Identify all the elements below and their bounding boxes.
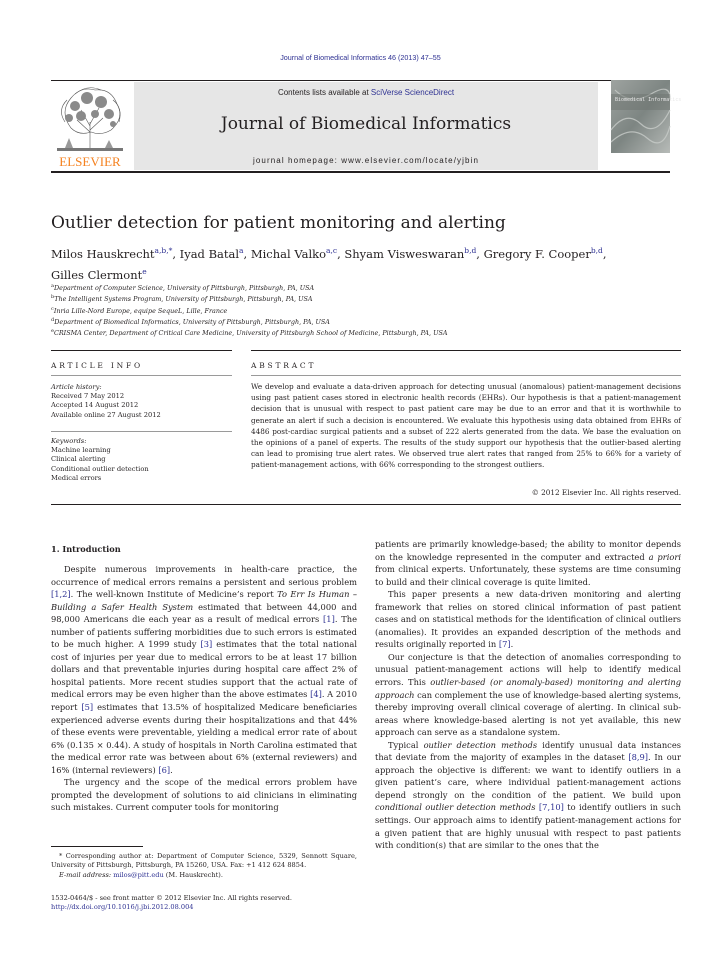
author-affil-mark[interactable]: b,d (590, 246, 603, 255)
paragraph: Typical outlier detection methods identify unusual data instances that deviate from the majority of examples in the dataset [8,9]. In our approach the objective is different: we want to identify outliers in a given patient’s care, where individual patient-management actions depend strongly on the condition of the patient. We build upon conditional outlier detection methods [7,10] to identify outliers in such settings. Our approach aims to identify patient-management actions for a given patient that are highly unusual with respect to past patients with condition(s) that are similar to the ones that the (375, 739, 682, 851)
author: Michal Valko (250, 246, 327, 261)
affiliation-item: $^b$The Intelligent Systems Program, University of Pittsburgh, Pittsburgh, PA, USA (51, 294, 313, 304)
affiliation-item: $^d$Department of Biomedical Informatics, University of Pittsburgh, Pittsburgh, PA, USA (51, 316, 330, 327)
cover-image (611, 80, 682, 153)
author-affil-mark[interactable]: a (239, 246, 244, 255)
journal-cover-thumbnail[interactable] (611, 80, 682, 153)
author: Gilles Clermont (51, 267, 143, 282)
masthead-top-rule (51, 80, 670, 81)
body-left-column (51, 563, 357, 814)
corresponding-author-footnote: * Corresponding author at: Department of Computer Science, 5329, Sennott Square, University of Pittsburgh, Pittsburgh, PA 15260, USA. Fax: +1 412 624 8854. E-mail address: milos@pitt.edu (M. Hauskrecht). (51, 852, 357, 879)
paragraph: Our conjecture is that the detection of anomalies corresponding to unusual patient-management actions will help to identify medical errors. This outlier-based (or anomaly-based) monitoring and alerting approach can complement the use of knowledge-based alerting systems, thereby improving overall clinical coverage of alerting. In clinical sub-areas where knowledge-based alerting is not yet available, this new approach can serve as a standalone system. (375, 651, 682, 738)
citation-link[interactable]: [1] (323, 614, 335, 625)
abstract-sub-rule (251, 375, 681, 376)
keyword-item: Machine learning (51, 446, 111, 455)
citation-link[interactable]: [7] (498, 639, 511, 650)
affiliation-item: $^c$Inria Lille-Nord Europe, equipe SequeL, Lille, France (51, 305, 228, 315)
article-info-top-rule (51, 350, 232, 351)
body-right-column (375, 538, 681, 852)
publisher-name: ELSEVIER (59, 154, 121, 169)
abstract-top-rule (251, 350, 681, 351)
history-item: Available online 27 August 2012 (51, 410, 161, 419)
affiliation-item: $^e$CRISMA Center, Department of Critical Care Medicine, University of Pittsburgh School of Medicine, Pittsburgh, PA, USA (51, 328, 448, 338)
citation-link[interactable]: [4] (310, 689, 322, 700)
keyword-item: Clinical alerting (51, 455, 106, 464)
author: Gregory F. Cooper (483, 246, 591, 261)
journal-homepage[interactable]: journal homepage: www.elsevier.com/locate/yjbin (252, 156, 479, 165)
email-label: E-mail address: (59, 870, 114, 879)
history-item: Accepted 14 August 2012 (51, 401, 139, 410)
masthead-bottom-rule (51, 171, 670, 173)
article-info-sub-rule (51, 375, 232, 376)
article-history (51, 383, 232, 420)
citation-link[interactable]: [1,2] (51, 589, 71, 600)
abstract-heading: ABSTRACT (251, 361, 317, 370)
citation-link[interactable]: [7,10] (538, 802, 564, 813)
keywords-label: Keywords: (51, 437, 87, 445)
history-label: Article history: (51, 383, 102, 391)
article-info-divider (51, 431, 232, 432)
affiliation-list (51, 282, 447, 339)
elsevier-tree-icon (51, 82, 129, 170)
author-affil-mark[interactable]: a,b,* (154, 246, 173, 255)
author: Milos Hauskrecht (51, 246, 155, 261)
citation-link[interactable]: [5] (81, 702, 94, 713)
paragraph: The urgency and the scope of the medical errors problem have prompted the development of solutions to aid clinicians in eliminating such mistakes. Current computer tools for monitoring (51, 777, 357, 813)
elsevier-logo[interactable] (51, 82, 129, 170)
abstract-bottom-rule (51, 504, 681, 505)
keywords (51, 437, 232, 483)
contents-prefix: Contents lists available at (277, 88, 371, 97)
author-affil-mark[interactable]: e (142, 266, 147, 276)
sciencedirect-link[interactable]: SciVerse ScienceDirect (370, 88, 455, 97)
citation-link[interactable]: [3] (200, 639, 213, 650)
journal-reference[interactable]: Journal of Biomedical Informatics 46 (2013) 47–55 (280, 53, 441, 62)
keyword-item: Conditional outlier detection (51, 464, 149, 473)
section-heading: 1. Introduction (51, 544, 121, 554)
abstract-text: We develop and evaluate a data-driven approach for detecting unusual (anomalous) patient-management decisions using past patient cases stored in electronic health records (EHRs). Our hypothesis is that a patient-management decision that is unusual with respect to past patient care may be due to an error and that it is worthwhile to generate an alert if such a decision is encountered. We evaluate this hypothesis using data obtained from EHRs of 4486 post-cardiac surgical patients and a subset of 222 alerts generated from the data. We base the evaluation on the opinions of a panel of experts. The results of the study support our hypothesis that the outlier-based alerting can lead to promising true alert rates. We observed true alert rates that ranged from 25% to 66% for a variety of patient-management actions, with 66% corresponding to the strongest outliers. (251, 382, 681, 470)
article-info-heading: ARTICLE INFO (51, 361, 143, 370)
paragraph: patients are primarily knowledge-based; the ability to monitor depends on the knowledge represented in the computer and extracted a priori from clinical experts. Unfortunately, these systems are time consuming to build and their clinical coverage is quite limited. (375, 539, 681, 587)
email-link[interactable]: milos@pitt.edu (113, 870, 164, 879)
doi-link[interactable]: http://dx.doi.org/10.1016/j.jbi.2012.08.004 (51, 903, 194, 912)
cover-title: Biomedical Informatics (615, 97, 682, 103)
footnote-rule (51, 846, 143, 847)
keyword-item: Medical errors (51, 473, 102, 482)
footnote-text: * Corresponding author at: Department of Computer Science, 5329, Sennott Square, University of Pittsburgh, Pittsburgh, PA 15260, USA. Fax: +1 412 624 8854. (51, 852, 357, 870)
citation-link[interactable]: [6] (158, 764, 171, 775)
citation-link[interactable]: [8,9] (628, 752, 649, 763)
contents-line (134, 88, 598, 97)
author: Shyam Visweswaran (344, 246, 465, 261)
paragraph: This paper presents a new data-driven monitoring and alerting framework that relies on stored clinical information of past patient cases and on statistical methods for the identification of clinical outliers (anomalies). It provides an expanded description of the methods and results originally reported in [7]. (375, 589, 681, 650)
paragraph: Despite numerous improvements in health-care practice, the occurrence of medical errors remains a persistent and serious problem [1,2]. The well-known Institute of Medicine’s report To Err Is Human – Building a Safer Health System estimated that between 44,000 and 98,000 Americans die each year as a result of medical errors [1]. The number of patients suffering morbidities due to such errors is estimated to be much higher. A 1999 study [3] estimates that the total national cost of injuries per year due to medical errors to be at least 17 billion dollars and that preventable injuries during hospital care affect 2% of hospital patients. More recent studies support that the actual rate of medical errors may be even higher than the above estimates [4]. A 2010 report [5] estimates that 13.5% of hospitalized Medicare beneficiaries experienced adverse events during their hospitalizations and that 44% of these events were preventable, yielding a medical error rate of about 6% (0.135 × 0.44). A study of hospitals in North Carolina estimated that the medical error rate was between about 6% (external reviewers) and 16% (internal reviewers) [6]. (51, 564, 358, 775)
author-list: Milos Hauskrecht$^{a,b,*}$, Iyad Batal$^a$, Michal Valko$^{a,c}$, Shyam Visweswaran$^{b,d}$, Gregory F. Cooper$^{b,d}$, Gilles Clermont$^e$ (51, 246, 607, 282)
issn-block (51, 894, 292, 913)
abstract-copyright: © 2012 Elsevier Inc. All rights reserved. (531, 488, 681, 497)
history-item: Received 7 May 2012 (51, 392, 125, 401)
journal-title: Journal of Biomedical Informatics (220, 114, 512, 134)
paper-title: Outlier detection for patient monitoring and alerting (51, 213, 506, 233)
author: Iyad Batal (179, 246, 240, 261)
issn-line: 1532-0464/$ - see front matter © 2012 Elsevier Inc. All rights reserved. (51, 894, 292, 902)
author-affil-mark[interactable]: a,c (326, 246, 338, 255)
author-affil-mark[interactable]: b,d (464, 246, 477, 255)
affiliation-item: $^a$Department of Computer Science, University of Pittsburgh, Pittsburgh, PA, USA (51, 283, 315, 293)
